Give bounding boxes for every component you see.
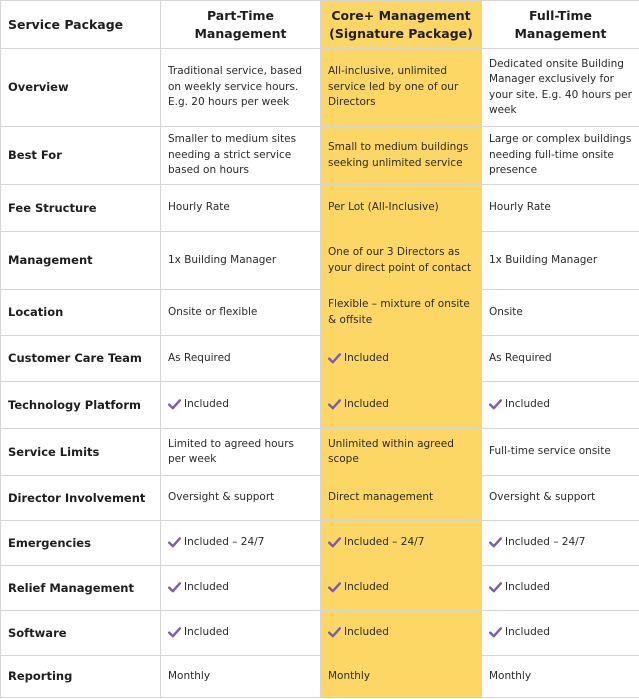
cell-text: Small to medium buildings seeking unlimited service xyxy=(328,141,469,169)
cell-text: Included xyxy=(184,581,229,594)
checkmark-icon xyxy=(168,627,182,638)
table-row xyxy=(1,521,639,566)
cell-text: Limited to agreed hours per week xyxy=(168,437,294,465)
cell-text: Large or complex buildings needing full-time onsite presence xyxy=(489,133,632,177)
cell-text: Hourly Rate xyxy=(489,201,551,214)
cell-text: Oversight & support xyxy=(489,491,596,504)
row-label: Reporting xyxy=(1,656,161,698)
cell-text: Onsite or flexible xyxy=(168,305,258,318)
table-row xyxy=(1,185,639,232)
table-cell xyxy=(321,185,482,232)
table-cell xyxy=(321,611,482,656)
table-row xyxy=(1,656,639,698)
row-label: Relief Management xyxy=(1,566,161,611)
cell-text: Included – 24/7 xyxy=(344,536,425,549)
table-cell xyxy=(482,290,639,336)
checkmark-icon xyxy=(489,537,503,548)
table-cell xyxy=(321,656,482,698)
table-cell xyxy=(321,476,482,521)
table-cell xyxy=(321,429,482,476)
header-full-time-line1: Full-Time xyxy=(528,7,593,23)
table-cell xyxy=(482,336,639,382)
table-cell xyxy=(321,127,482,185)
table-cell xyxy=(482,656,639,698)
row-label: Director Involvement xyxy=(1,476,161,521)
cell-text: Hourly Rate xyxy=(168,201,230,214)
header-service-package: Service Package xyxy=(1,1,161,49)
cell-text: Included xyxy=(505,398,550,411)
table-row xyxy=(1,127,639,185)
row-label: Overview xyxy=(1,49,161,127)
cell-text: Full-time service onsite xyxy=(489,445,611,458)
header-part-time-line2: Management xyxy=(194,25,287,41)
table-row xyxy=(1,49,639,127)
row-label: Service Limits xyxy=(1,429,161,476)
cell-text: Traditional service, based on weekly service hours. E.g. 20 hours per week xyxy=(168,65,302,109)
cell-text: One of our 3 Directors as your direct point of contact xyxy=(328,246,472,274)
cell-text: Included xyxy=(344,581,389,594)
table-row xyxy=(1,476,639,521)
cell-text: Included xyxy=(344,398,389,411)
table-cell xyxy=(161,566,321,611)
cell-text: Onsite xyxy=(489,305,523,318)
row-label: Software xyxy=(1,611,161,656)
cell-text: Dedicated onsite Building Manager exclusively for your site. E.g. 40 hours per week xyxy=(489,57,632,116)
table-cell xyxy=(482,382,639,429)
checkmark-icon xyxy=(489,399,503,410)
checkmark-icon xyxy=(168,582,182,593)
checkmark-icon xyxy=(489,582,503,593)
cell-text: As Required xyxy=(489,351,552,364)
table-cell xyxy=(161,656,321,698)
cell-text: 1x Building Manager xyxy=(489,253,598,266)
row-label: Best For xyxy=(1,127,161,185)
header-core-plus-line2: (Signature Package) xyxy=(329,25,473,41)
cell-text: Included xyxy=(184,626,229,639)
cell-text: Included xyxy=(344,351,389,364)
row-label: Emergencies xyxy=(1,521,161,566)
row-label: Management xyxy=(1,232,161,290)
cell-text: All-inclusive, unlimited service led by one of our Directors xyxy=(328,65,459,109)
cell-text: Included xyxy=(184,398,229,411)
table-row xyxy=(1,382,639,429)
checkmark-icon xyxy=(168,537,182,548)
table-cell xyxy=(161,127,321,185)
cell-text: Monthly xyxy=(328,669,371,682)
header-core-plus xyxy=(321,1,482,49)
row-label: Customer Care Team xyxy=(1,336,161,382)
cell-text: Included xyxy=(505,626,550,639)
cell-text: 1x Building Manager xyxy=(168,253,277,266)
checkmark-icon xyxy=(328,537,342,548)
table-row xyxy=(1,232,639,290)
row-label: Location xyxy=(1,290,161,336)
cell-text: Included xyxy=(505,581,550,594)
table-body xyxy=(1,49,639,698)
table-cell xyxy=(482,521,639,566)
table-cell xyxy=(321,336,482,382)
header-full-time xyxy=(482,1,639,49)
header-full-time-line2: Management xyxy=(514,25,607,41)
table-cell xyxy=(321,49,482,127)
table-cell xyxy=(161,429,321,476)
table-row xyxy=(1,611,639,656)
cell-text: Smaller to medium sites needing a strict service based on hours xyxy=(168,133,297,177)
table-cell xyxy=(482,611,639,656)
cell-text: Per Lot (All-Inclusive) xyxy=(328,201,439,214)
table-cell xyxy=(482,127,639,185)
header-row xyxy=(1,1,639,49)
cell-text: Included – 24/7 xyxy=(505,536,586,549)
table-cell xyxy=(161,521,321,566)
table-cell xyxy=(321,521,482,566)
cell-text: Oversight & support xyxy=(168,491,275,504)
checkmark-icon xyxy=(328,627,342,638)
table-cell xyxy=(161,290,321,336)
checkmark-icon xyxy=(489,627,503,638)
table-cell xyxy=(161,49,321,127)
row-label: Technology Platform xyxy=(1,382,161,429)
table-row xyxy=(1,336,639,382)
table-row xyxy=(1,429,639,476)
table-cell xyxy=(482,185,639,232)
table-cell xyxy=(482,566,639,611)
table-cell xyxy=(482,49,639,127)
cell-text: Unlimited within agreed scope xyxy=(328,437,454,465)
table-cell xyxy=(161,611,321,656)
table-cell xyxy=(321,290,482,336)
cell-text: Monthly xyxy=(168,669,211,682)
table-cell xyxy=(161,382,321,429)
header-part-time xyxy=(161,1,321,49)
checkmark-icon xyxy=(168,399,182,410)
table-cell xyxy=(321,232,482,290)
table-cell xyxy=(321,382,482,429)
table-cell xyxy=(482,476,639,521)
table-cell xyxy=(161,232,321,290)
cell-text: Flexible – mixture of onsite & offsite xyxy=(328,298,470,326)
table-row xyxy=(1,566,639,611)
cell-text: As Required xyxy=(168,351,231,364)
checkmark-icon xyxy=(328,582,342,593)
table-cell xyxy=(482,429,639,476)
table-cell xyxy=(321,566,482,611)
cell-text: Direct management xyxy=(328,491,434,504)
row-label: Fee Structure xyxy=(1,185,161,232)
cell-text: Included xyxy=(344,626,389,639)
cell-text: Monthly xyxy=(489,669,532,682)
table-cell xyxy=(482,232,639,290)
table-cell xyxy=(161,185,321,232)
checkmark-icon xyxy=(328,353,342,364)
header-core-plus-line1: Core+ Management xyxy=(331,7,471,23)
header-part-time-line1: Part-Time xyxy=(206,7,275,23)
table-row xyxy=(1,290,639,336)
table-cell xyxy=(161,476,321,521)
table-cell xyxy=(161,336,321,382)
checkmark-icon xyxy=(328,399,342,410)
cell-text: Included – 24/7 xyxy=(184,536,265,549)
